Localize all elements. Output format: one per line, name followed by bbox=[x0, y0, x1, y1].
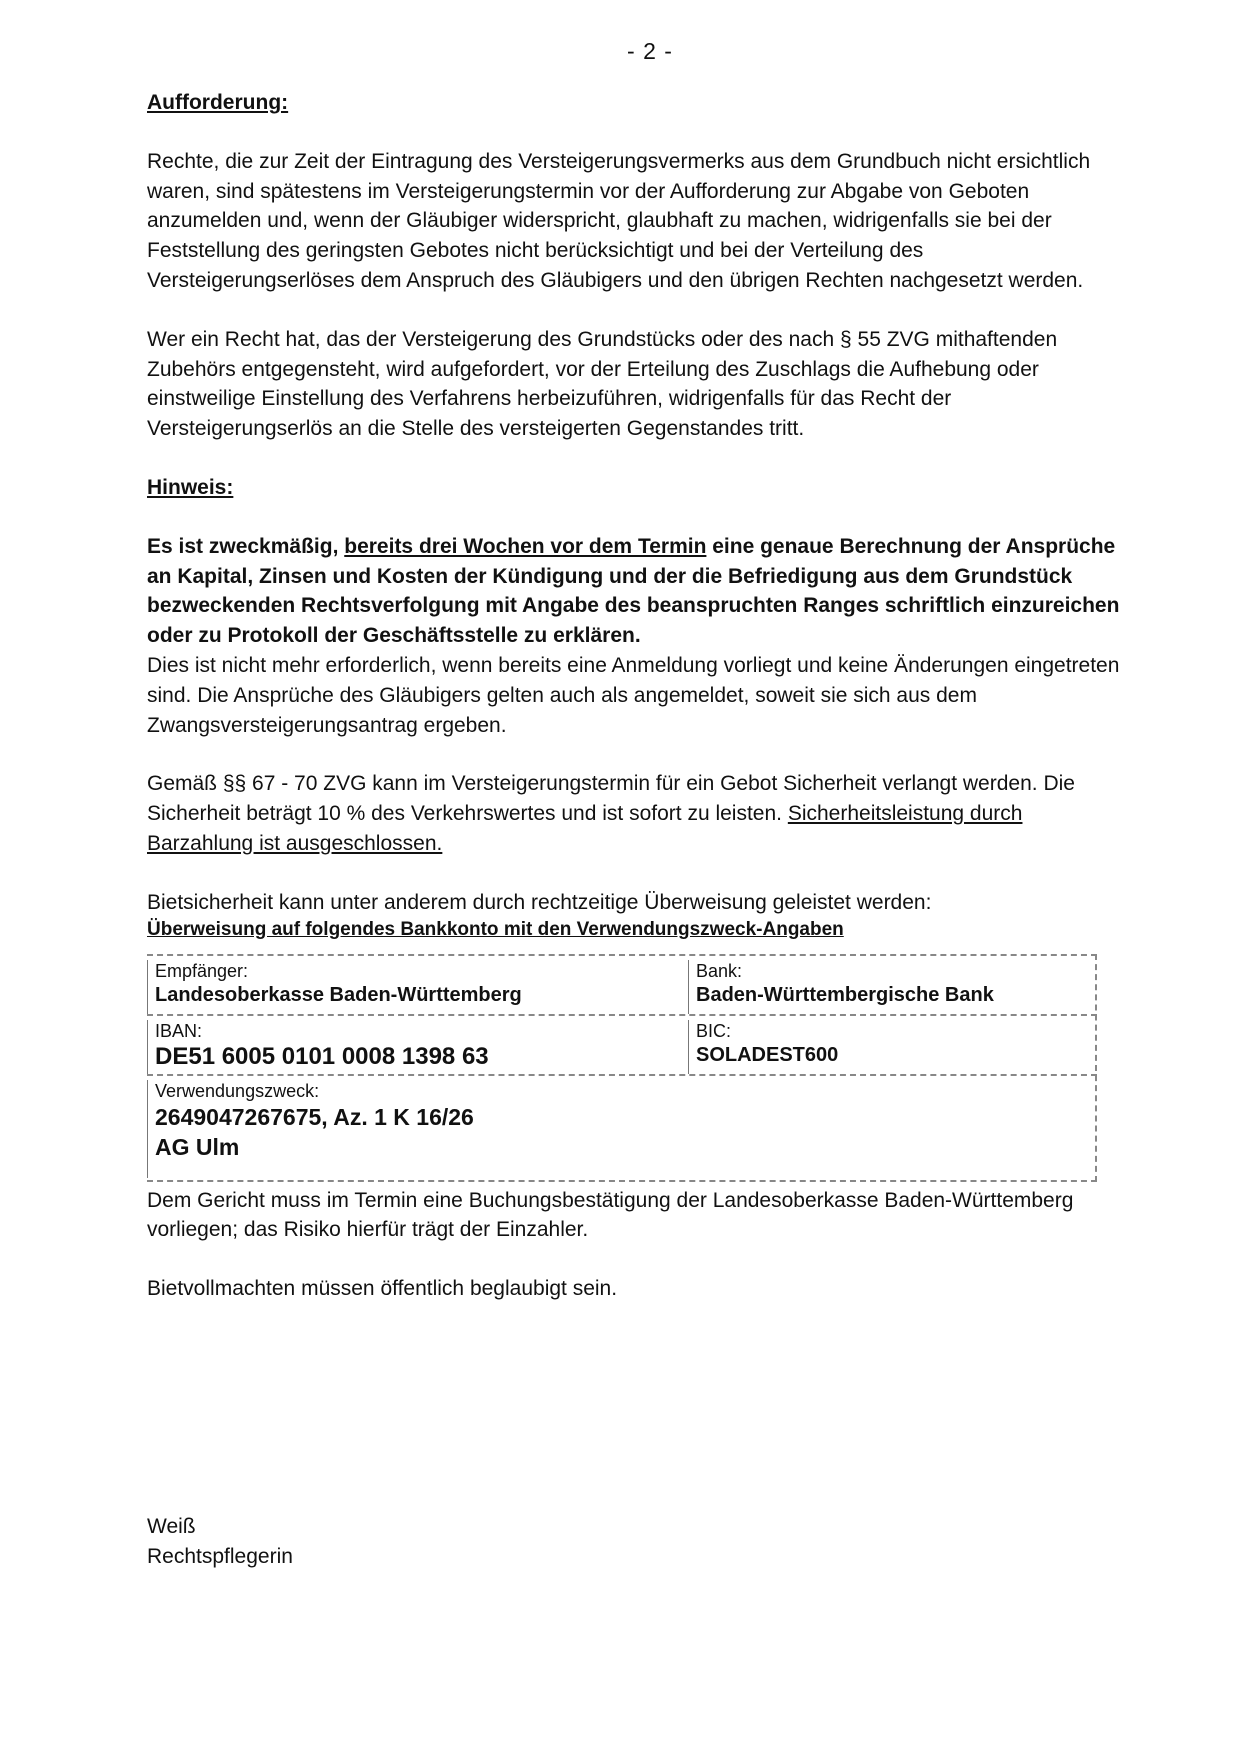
hinweis-bold-end: eine genaue Berechnung der Ansprüche an Kapital, Zinsen und Kosten der Kündigung und der die Befriedigung aus dem Grundstück bezweckenden Rechtsverfolgung mit Angabe des beanspruchten Ranges schriftlich einzureichen oder zu Protokoll der Geschäftsstelle zu erklären. bbox=[147, 534, 1120, 648]
bic-value: SOLADEST600 bbox=[696, 1043, 839, 1066]
bank-label: Bank: bbox=[696, 960, 743, 981]
sicherheit-paragraph bbox=[147, 769, 1132, 858]
bietsicherheit-line: Bietsicherheit kann unter anderem durch rechtzeitige Überweisung geleistet werden: bbox=[147, 890, 932, 914]
buchung-paragraph: Dem Gericht muss im Termin eine Buchungsbestätigung der Landesoberkasse Baden-Württemberg vorliegen; das Risiko hierfür trägt der Einzahler. bbox=[147, 1188, 1074, 1242]
purpose-label: Verwendungszweck: bbox=[155, 1080, 320, 1101]
bic-cell bbox=[688, 1020, 1088, 1074]
recipient-cell bbox=[147, 960, 687, 1014]
purpose-line-2: AG Ulm bbox=[155, 1133, 240, 1160]
bietvollmacht-line: Bietvollmachten müssen öffentlich beglaubigt sein. bbox=[147, 1277, 618, 1301]
hinweis-normal-paragraph: Dies ist nicht mehr erforderlich, wenn bereits eine Anmeldung vorliegt und keine Änderungen eingetreten sind. Die Ansprüche des Gläubigers gelten auch als angemeldet, soweit sie sich aus dem Zwangsversteigerungsantrag ergeben. bbox=[147, 653, 1120, 737]
iban-cell bbox=[147, 1020, 687, 1074]
recipient-label: Empfänger: bbox=[155, 960, 249, 981]
page-number: - 2 - bbox=[627, 38, 673, 64]
iban-label: IBAN: bbox=[155, 1020, 203, 1041]
hinweis-bold-underlined: bereits drei Wochen vor dem Termin bbox=[344, 534, 707, 558]
recipient-value: Landesoberkasse Baden-Württemberg bbox=[155, 983, 522, 1006]
ueberweisung-heading: Überweisung auf folgendes Bankkonto mit den Verwendungszweck-Angaben bbox=[147, 918, 844, 940]
hinweis-bold-paragraph bbox=[147, 532, 1132, 651]
bank-value: Baden-Württembergische Bank bbox=[696, 983, 994, 1006]
bic-label: BIC: bbox=[696, 1020, 732, 1041]
document-body bbox=[147, 88, 1132, 1304]
purpose-line-1: 2649047267675, Az. 1 K 16/26 bbox=[155, 1103, 474, 1130]
purpose-cell bbox=[147, 1080, 1087, 1178]
sicherheit-underlined: Sicherheitsleistung durch Barzahlung ist ausgeschlossen. bbox=[147, 802, 1023, 855]
aufforderung-heading: Aufforderung: bbox=[147, 91, 289, 114]
bank-details-box bbox=[147, 954, 1097, 1182]
hinweis-bold-start: Es ist zweckmäßig, bbox=[147, 534, 345, 558]
hinweis-heading: Hinweis: bbox=[147, 475, 234, 499]
iban-value: DE51 6005 0101 0008 1398 63 bbox=[155, 1042, 489, 1070]
signature-name: Weiß bbox=[147, 1515, 196, 1538]
signature-title: Rechtspflegerin bbox=[147, 1545, 293, 1568]
aufforderung-paragraph-2: Wer ein Recht hat, das der Versteigerung des Grundstücks oder des nach § 55 ZVG mithaftenden Zubehörs entgegensteht, wird aufgefordert, vor der Erteilung des Zuschlags die Aufhebung oder einstweilige Einstellung des Verfahrens herbeizuführen, widrigenfalls für das Recht der Versteigerungserlös an die Stelle des versteigerten Gegenstandes tritt. bbox=[147, 327, 1058, 441]
sicherheit-text: Gemäß §§ 67 - 70 ZVG kann im Versteigerungstermin für ein Gebot Sicherheit verlangt werden. Die Sicherheit beträgt 10 % des Verkehrswertes und ist sofort zu leisten. bbox=[147, 772, 1075, 826]
signature-block bbox=[147, 1512, 293, 1572]
bank-cell bbox=[688, 960, 1088, 1014]
aufforderung-paragraph-1: Rechte, die zur Zeit der Eintragung des Versteigerungsvermerks aus dem Grundbuch nicht ersichtlich waren, sind spätestens im Versteigerungstermin vor der Aufforderung zur Abgabe von Geboten anzumelden und, wenn der Gläubiger widerspricht, glaubhaft zu machen, widrigenfalls sie bei der Feststellung des geringsten Gebotes nicht berücksichtigt und bei der Verteilung des Versteigerungserlöses dem Anspruch des Gläubigers und den übrigen Rechten nachgesetzt werden. bbox=[147, 149, 1091, 292]
